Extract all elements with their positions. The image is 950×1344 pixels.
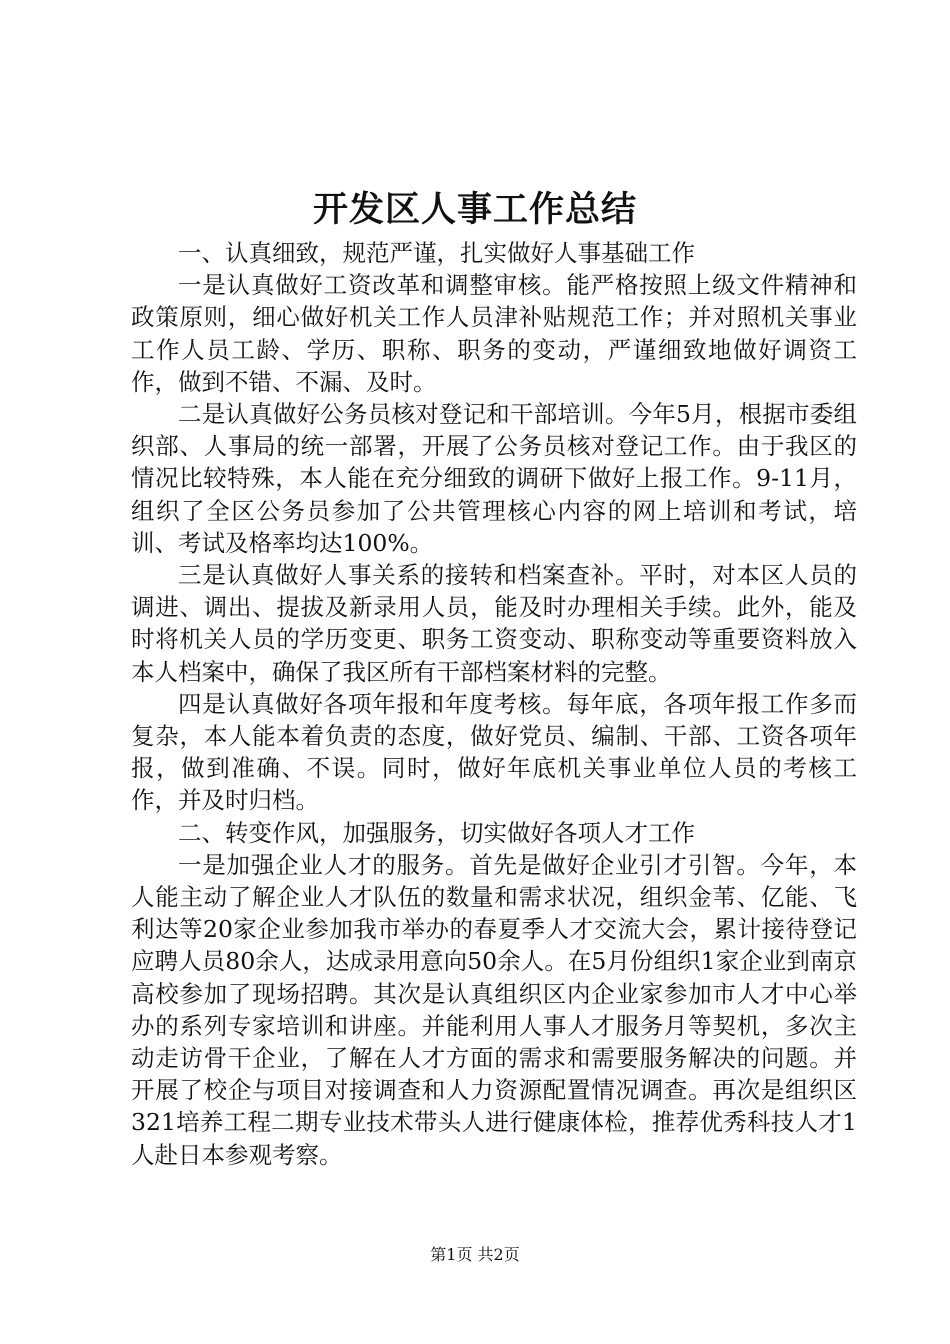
page-footer: 第1页 共2页 — [430, 1245, 520, 1264]
document-title: 开发区人事工作总结 — [312, 189, 637, 230]
paragraph-2: 二是认真做好公务员核对登记和干部培训。今年5月，根据市委组织部、人事局的统一部署，开展了公务员核对登记工作。由于我区的情况比较特殊，本人能在充分细致的调研下做好上报工作。9-11月，组织了全区公务员参加了公共管理核心内容的网上培训和考试，培训、考试及格率均达100%。 — [131, 400, 857, 557]
paragraph-1: 一是认真做好工资改革和调整审核。能严格按照上级文件精神和政策原则，细心做好机关工作人员津补贴规范工作；并对照机关事业工作人员工龄、学历、职称、职务的变动，严谨细致地做好调资工作，做到不错、不漏、及时。 — [131, 271, 857, 396]
paragraph-3: 三是认真做好人事关系的接转和档案查补。平时，对本区人员的调进、调出、提拔及新录用人员，能及时办理相关手续。此外，能及时将机关人员的学历变更、职务工资变动、职称变动等重要资料放入本人档案中，确保了我区所有干部档案材料的完整。 — [131, 561, 857, 686]
document-body — [131, 237, 857, 1171]
section-heading-2: 二、转变作风，加强服务，切实做好各项人才工作 — [178, 818, 695, 847]
section-heading-1: 一、认真细致，规范严谨，扎实做好人事基础工作 — [178, 239, 695, 267]
paragraph-5: 一是加强企业人才的服务。首先是做好企业引才引智。今年，本人能主动了解企业人才队伍的数量和需求状况，组织金苇、亿能、飞利达等20家企业参加我市举办的春夏季人才交流大会，累计接待登记应聘人员80余人，达成录用意向50余人。在5月份组织1家企业到南京高校参加了现场招聘。其次是认真组织区内企业家参加市人才中心举办的系列专家培训和讲座。并能利用人事人才服务月等契机，多次主动走访骨干企业，了解在人才方面的需求和需要服务解决的问题。并开展了校企与项目对接调查和人力资源配置情况调查。再次是组织区321培养工程二期专业技术带头人进行健康体检，推荐优秀科技人才1人赴日本参观考察。 — [131, 850, 857, 1169]
paragraph-4: 四是认真做好各项年报和年度考核。每年底，各项年报工作多而复杂，本人能本着负责的态度，做好党员、编制、干部、工资各项年报，做到准确、不误。同时，做好年底机关事业单位人员的考核工作，并及时归档。 — [131, 689, 857, 815]
